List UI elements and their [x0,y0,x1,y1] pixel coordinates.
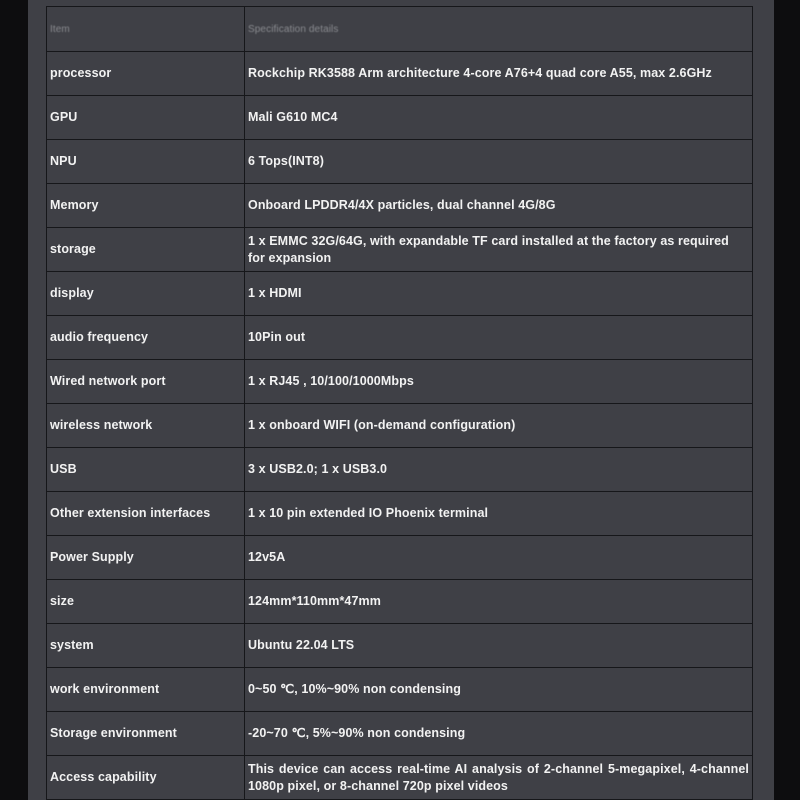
row-label: Access capability [47,756,245,800]
row-label: work environment [47,668,245,712]
row-value: 0~50 ℃, 10%~90% non condensing [245,668,753,712]
row-value: 1 x onboard WIFI (on-demand configuration) [245,404,753,448]
row-label: NPU [47,140,245,184]
table-row [47,448,753,492]
row-value: 1 x 10 pin extended IO Phoenix terminal [245,492,753,536]
row-value: Ubuntu 22.04 LTS [245,624,753,668]
row-value: 12v5A [245,536,753,580]
row-label: Wired network port [47,360,245,404]
row-label: display [47,272,245,316]
row-label: storage [47,228,245,272]
row-label: Other extension interfaces [47,492,245,536]
table-row [47,228,753,272]
row-value: This device can access real-time AI analysis of 2-channel 5-megapixel, 4-channel 1080p pixel, or 8-channel 720p pixel videos [245,756,753,800]
row-label: size [47,580,245,624]
table-row [47,360,753,404]
row-value: 1 x EMMC 32G/64G, with expandable TF card installed at the factory as required for expansion [245,228,753,272]
spec-table [46,6,753,800]
row-label: Memory [47,184,245,228]
table-row [47,184,753,228]
row-value: Onboard LPDDR4/4X particles, dual channel 4G/8G [245,184,753,228]
table-row [47,668,753,712]
table-row [47,536,753,580]
header-value: Specification details [245,7,753,52]
table-row [47,316,753,360]
row-label: system [47,624,245,668]
row-value: 6 Tops(INT8) [245,140,753,184]
table-row [47,580,753,624]
row-value: Mali G610 MC4 [245,96,753,140]
row-value: 124mm*110mm*47mm [245,580,753,624]
table-row [47,756,753,800]
table-row [47,96,753,140]
row-label: Power Supply [47,536,245,580]
spec-table-frame [28,0,774,800]
table-row [47,404,753,448]
row-value: -20~70 ℃, 5%~90% non condensing [245,712,753,756]
row-label: audio frequency [47,316,245,360]
row-value: Rockchip RK3588 Arm architecture 4-core A76+4 quad core A55, max 2.6GHz [245,52,753,96]
table-row [47,272,753,316]
table-row [47,140,753,184]
header-parameter: Item [47,7,245,52]
row-value: 10Pin out [245,316,753,360]
table-row [47,624,753,668]
row-value: 3 x USB2.0; 1 x USB3.0 [245,448,753,492]
table-row [47,52,753,96]
row-label: Storage environment [47,712,245,756]
row-value: 1 x HDMI [245,272,753,316]
row-label: processor [47,52,245,96]
table-row [47,492,753,536]
row-label: wireless network [47,404,245,448]
table-header-row [47,7,753,52]
table-row [47,712,753,756]
row-label: GPU [47,96,245,140]
row-label: USB [47,448,245,492]
row-value: 1 x RJ45 , 10/100/1000Mbps [245,360,753,404]
